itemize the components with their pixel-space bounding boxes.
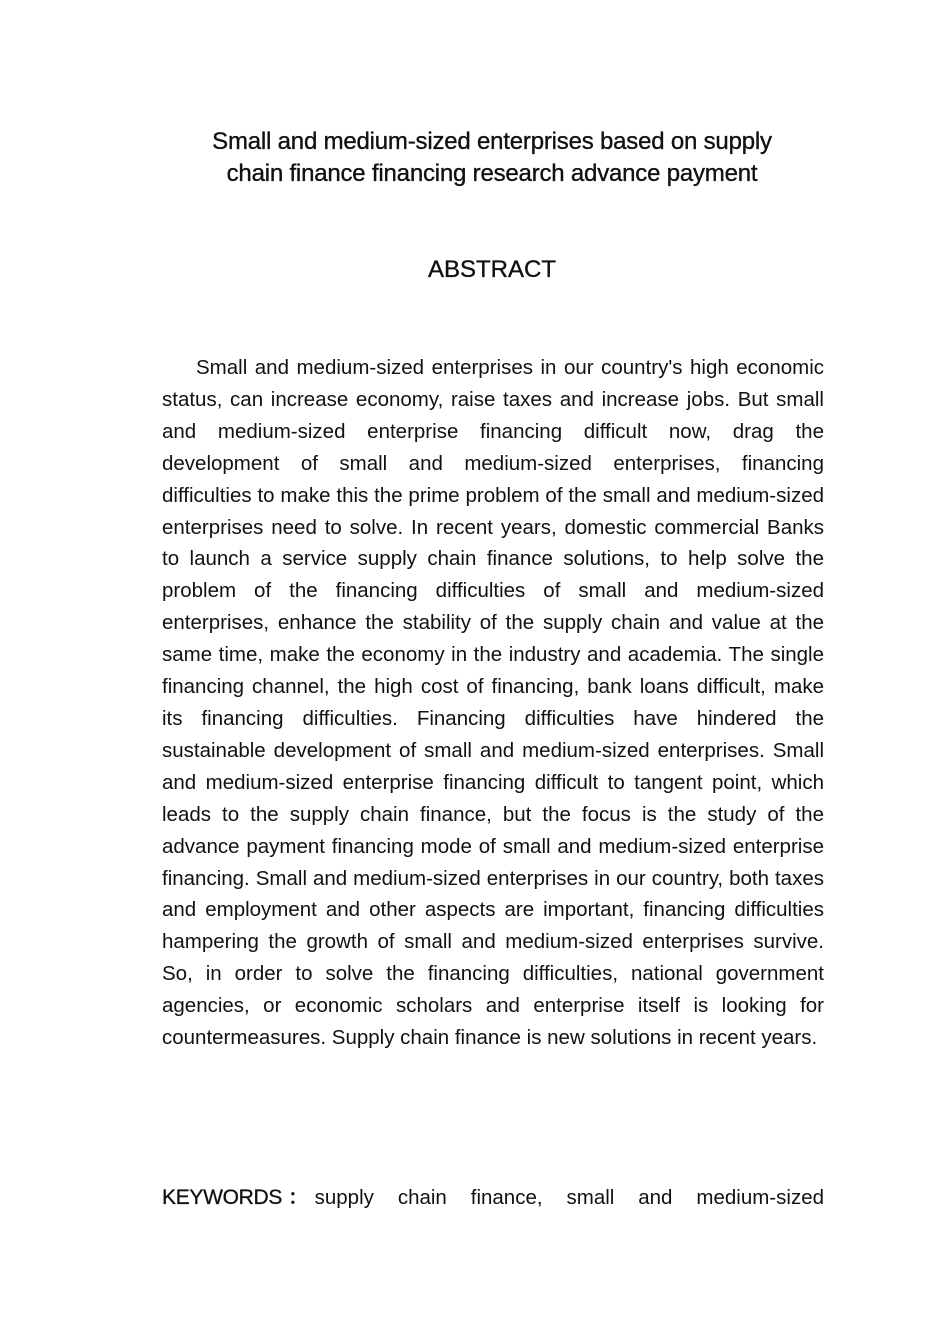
document-title	[150, 126, 834, 190]
keywords-text: supply chain finance, small and medium-sized	[314, 1186, 824, 1209]
keywords-label: KEYWORDS	[162, 1186, 283, 1209]
title-line-1: Small and medium-sized enterprises based on supply	[212, 128, 772, 155]
keywords-line	[162, 1182, 824, 1214]
title-line-2: chain finance financing research advance payment	[226, 160, 758, 187]
keywords-separator: ：	[288, 1186, 309, 1209]
abstract-heading: ABSTRACT	[427, 256, 556, 283]
abstract-body: Small and medium-sized enterprises in our country's high economic status, can increase economy, raise taxes and increase jobs. But small and medium-sized enterprise financing difficult now, drag the development of small and medium-sized enterprises, financing difficulties to make this the prime problem of the small and medium-sized enterprises need to solve. In recent years, domestic commercial Banks to launch a service supply chain finance solutions, to help solve the problem of the financing difficulties of small and medium-sized enterprises, enhance the stability of the supply chain and value at the same time, make the economy in the industry and academia. The single financing channel, the high cost of financing, bank loans difficult, make its financing difficulties. Financing difficulties have hindered the sustainable development of small and medium-sized enterprises. Small and medium-sized enterprise financing difficult to tangent point, which leads to the supply chain finance, but the focus is the study of the advance payment financing mode of small and medium-sized enterprise financing. Small and medium-sized enterprises in our country, both taxes and employment and other aspects are important, financing difficulties hampering the growth of small and medium-sized enterprises survive. So, in order to solve the financing difficulties, national government agencies, or economic scholars and enterprise itself is looking for countermeasures. Supply chain finance is new solutions in recent years.	[162, 356, 824, 1050]
